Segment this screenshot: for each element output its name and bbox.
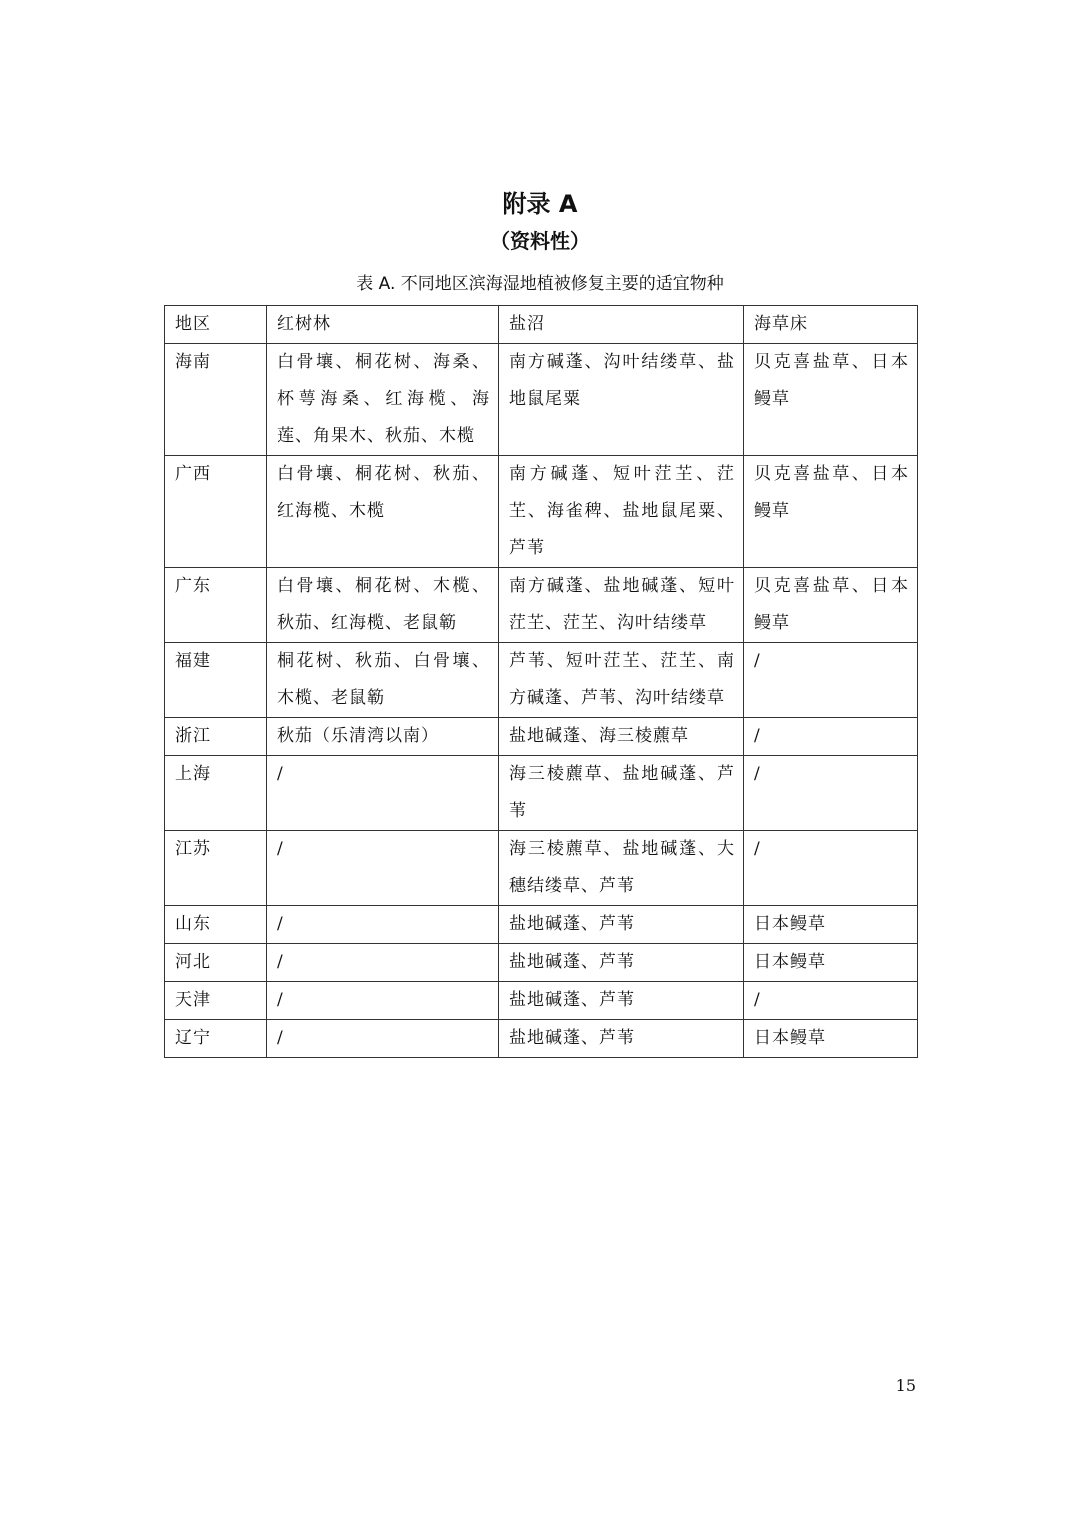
seagrass-cell: 日本鳗草 [744,944,918,982]
mangrove-cell: 白骨壤、桐花树、秋茄、红海榄、木榄 [267,456,499,568]
table-row [165,982,918,1020]
mangrove-cell: 白骨壤、桐花树、木榄、秋茄、红海榄、老鼠簕 [267,568,499,643]
seagrass-cell: / [744,643,918,718]
species-table [164,305,918,1058]
mangrove-cell: / [267,831,499,906]
seagrass-cell: 日本鳗草 [744,1020,918,1058]
table-row [165,906,918,944]
salt-marsh-cell: 南方碱蓬、短叶茳芏、茳芏、海雀稗、盐地鼠尾粟、芦苇 [499,456,744,568]
table-row [165,831,918,906]
seagrass-cell: / [744,831,918,906]
table-row [165,756,918,831]
mangrove-cell: / [267,906,499,944]
salt-marsh-cell: 盐地碱蓬、海三棱藨草 [499,718,744,756]
salt-marsh-cell: 盐地碱蓬、芦苇 [499,1020,744,1058]
mangrove-cell: 白骨壤、桐花树、海桑、杯萼海桑、红海榄、海莲、角果木、秋茄、木榄 [267,344,499,456]
table-row [165,568,918,643]
table-row [165,1020,918,1058]
region-cell: 福建 [165,643,267,718]
mangrove-cell: / [267,982,499,1020]
salt-marsh-cell: 海三棱藨草、盐地碱蓬、芦苇 [499,756,744,831]
mangrove-cell: / [267,756,499,831]
header-seagrass: 海草床 [744,306,918,344]
region-cell: 上海 [165,756,267,831]
salt-marsh-cell: 盐地碱蓬、芦苇 [499,982,744,1020]
salt-marsh-cell: 芦苇、短叶茳芏、茳芏、南方碱蓬、芦苇、沟叶结缕草 [499,643,744,718]
seagrass-cell: 贝克喜盐草、日本鳗草 [744,344,918,456]
region-cell: 辽宁 [165,1020,267,1058]
header-region: 地区 [165,306,267,344]
table-row [165,643,918,718]
table-row [165,718,918,756]
seagrass-cell: 贝克喜盐草、日本鳗草 [744,568,918,643]
salt-marsh-cell: 盐地碱蓬、芦苇 [499,906,744,944]
table-row [165,344,918,456]
header-mangrove: 红树林 [267,306,499,344]
appendix-subtitle: （资料性） [490,229,590,253]
region-cell: 山东 [165,906,267,944]
region-cell: 广东 [165,568,267,643]
region-cell: 江苏 [165,831,267,906]
seagrass-cell: 日本鳗草 [744,906,918,944]
mangrove-cell: 秋茄（乐清湾以南） [267,718,499,756]
appendix-title: 附录 A [502,190,578,218]
mangrove-cell: 桐花树、秋茄、白骨壤、木榄、老鼠簕 [267,643,499,718]
region-cell: 河北 [165,944,267,982]
salt-marsh-cell: 南方碱蓬、沟叶结缕草、盐地鼠尾粟 [499,344,744,456]
region-cell: 天津 [165,982,267,1020]
page-number: 15 [895,1376,916,1395]
seagrass-cell: / [744,982,918,1020]
table-row [165,456,918,568]
seagrass-cell: 贝克喜盐草、日本鳗草 [744,456,918,568]
table-row [165,944,918,982]
region-cell: 海南 [165,344,267,456]
region-cell: 浙江 [165,718,267,756]
mangrove-cell: / [267,1020,499,1058]
salt-marsh-cell: 南方碱蓬、盐地碱蓬、短叶茳芏、茳芏、沟叶结缕草 [499,568,744,643]
header-salt-marsh: 盐沼 [499,306,744,344]
table-caption: 表 A. 不同地区滨海湿地植被修复主要的适宜物种 [356,274,724,294]
region-cell: 广西 [165,456,267,568]
seagrass-cell: / [744,756,918,831]
table-header-row [165,306,918,344]
salt-marsh-cell: 盐地碱蓬、芦苇 [499,944,744,982]
mangrove-cell: / [267,944,499,982]
salt-marsh-cell: 海三棱藨草、盐地碱蓬、大穗结缕草、芦苇 [499,831,744,906]
seagrass-cell: / [744,718,918,756]
